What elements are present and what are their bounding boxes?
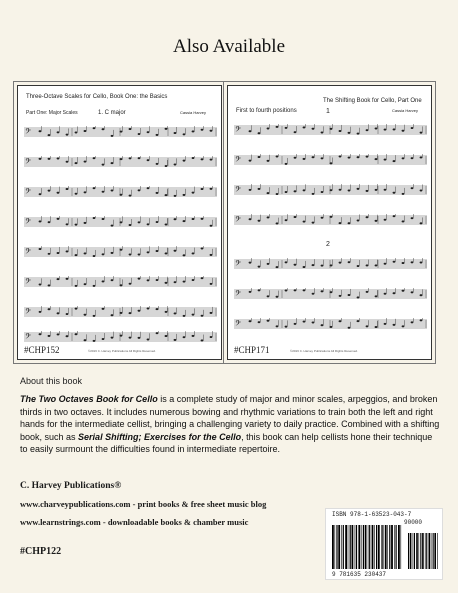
svg-text:𝄢: 𝄢	[25, 332, 31, 342]
product-code: #CHP122	[20, 546, 62, 557]
card-copyright: ©2016 C. Harvey Publications All Rights Reserved.	[290, 349, 358, 353]
card-code: #CHP171	[234, 345, 270, 355]
card-code: #CHP152	[24, 345, 60, 355]
svg-text:𝄢: 𝄢	[25, 157, 31, 167]
music-staff	[234, 258, 427, 270]
svg-text:𝄢: 𝄢	[235, 289, 241, 299]
card-copyright: ©2016 C. Harvey Publications All Rights Reserved.	[88, 349, 156, 353]
svg-text:𝄢: 𝄢	[235, 185, 241, 195]
card-author: Cassia Harvey	[180, 110, 207, 115]
card-section: First to fourth positions	[236, 108, 297, 114]
music-staff	[24, 306, 217, 318]
card-book-title: Three-Octave Scales for Cello, Book One: the Basics	[26, 94, 168, 100]
music-staff	[24, 331, 217, 343]
music-staff	[24, 276, 217, 288]
page-title: Also Available	[172, 36, 286, 57]
svg-text:𝄢: 𝄢	[235, 319, 241, 329]
music-staff	[24, 216, 217, 228]
svg-text:𝄢: 𝄢	[235, 259, 241, 269]
isbn-barcode	[325, 508, 443, 580]
music-staff	[234, 214, 427, 226]
book-title-italic: The Two Octaves Book for Cello	[20, 394, 158, 404]
music-staff	[234, 288, 427, 300]
svg-text:𝄢: 𝄢	[25, 247, 31, 257]
music-staff	[234, 184, 427, 196]
svg-text:𝄢: 𝄢	[25, 217, 31, 227]
book-preview-left[interactable]	[17, 85, 222, 360]
svg-text:𝄢: 𝄢	[25, 277, 31, 287]
exercise-number-2: 2	[326, 241, 330, 248]
barcode-bars	[330, 519, 440, 571]
publisher-name: C. Harvey Publications®	[20, 481, 122, 491]
svg-text:𝄢: 𝄢	[25, 307, 31, 317]
website-link-charvey[interactable]: www.charveypublications.com - print books & free sheet music blog	[20, 499, 267, 509]
about-label: About this book	[20, 376, 83, 386]
svg-text:𝄢: 𝄢	[235, 155, 241, 165]
exercise-number-1: 1	[326, 108, 330, 115]
music-staff	[24, 126, 217, 138]
music-staff	[24, 246, 217, 258]
isbn-text: ISBN 978-1-63523-043-7	[332, 511, 412, 518]
card-section: Part One: Major Scales	[26, 110, 78, 116]
svg-text:𝄢: 𝄢	[25, 127, 31, 137]
music-staff	[234, 124, 427, 136]
music-staff	[234, 154, 427, 166]
price-code: 90000	[404, 519, 423, 526]
barcode-digits: 9 781635 230437	[332, 571, 387, 578]
card-author: Cassia Harvey	[392, 108, 419, 113]
svg-text:𝄢: 𝄢	[25, 187, 31, 197]
description-text-1: is a complete study of major and minor scales, arpeggios, and broken thirds in two octaves. It includes numerous bowing and rhythmic variations to train both the left and right hands for the intermediate cellist, bringing a challenging variety to daily practice. Combined with a shifting book, such as	[20, 394, 440, 442]
svg-text:𝄢: 𝄢	[235, 215, 241, 225]
description-text-2: , this book can help cellists hone their technique to easily surmount the difficulties found in intermediate repertoire.	[20, 431, 433, 455]
related-title-italic: Serial Shifting; Exercises for the Cello	[78, 431, 242, 442]
card-book-title: The Shifting Book for Cello, Part One	[323, 98, 422, 104]
music-staff	[24, 156, 217, 168]
music-staff	[24, 186, 217, 198]
card-piece: 1. C major	[98, 110, 126, 116]
book-description	[20, 393, 440, 456]
book-preview-right[interactable]	[227, 85, 432, 360]
svg-text:𝄢: 𝄢	[235, 125, 241, 135]
music-staff	[234, 318, 427, 330]
website-link-learnstrings[interactable]: www.learnstrings.com - downloadable books & chamber music	[20, 517, 249, 527]
